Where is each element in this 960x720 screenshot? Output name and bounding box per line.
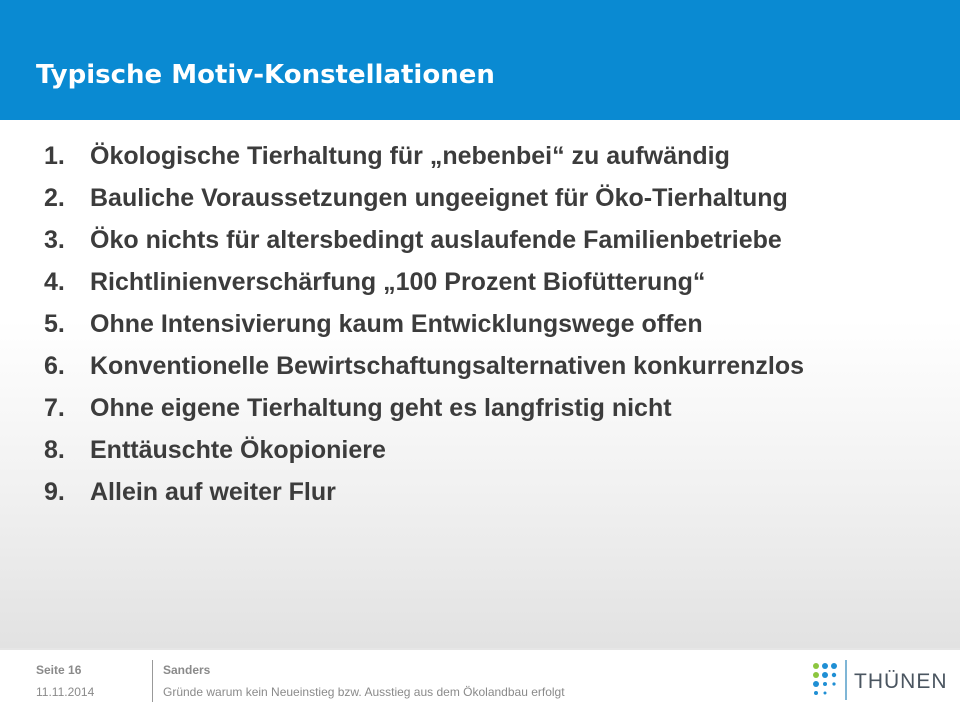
item-number: 6. — [44, 352, 65, 380]
item-text: Allein auf weiter Flur — [90, 478, 336, 506]
logo-separator — [845, 660, 847, 700]
item-number: 1. — [44, 142, 65, 170]
item-text: Bauliche Voraussetzungen ungeeignet für Öko-Tierhaltung — [90, 184, 788, 212]
logo-dots-icon — [812, 662, 842, 698]
item-text: Ökologische Tierhaltung für „nebenbei“ zu aufwändig — [90, 142, 730, 170]
list-item — [44, 476, 924, 508]
title-bar — [0, 0, 960, 120]
list-item — [44, 266, 924, 298]
item-text: Ohne Intensivierung kaum Entwicklungswege offen — [90, 310, 703, 338]
footer-author: Sanders — [163, 663, 211, 677]
item-number: 9. — [44, 478, 65, 506]
item-number: 7. — [44, 394, 65, 422]
list-item — [44, 308, 924, 340]
item-number: 5. — [44, 310, 65, 338]
item-number: 4. — [44, 268, 65, 296]
item-text: Ohne eigene Tierhaltung geht es langfristig nicht — [90, 394, 672, 422]
item-number: 2. — [44, 184, 65, 212]
thuenen-logo — [812, 660, 948, 702]
list-item — [44, 224, 924, 256]
list-item — [44, 350, 924, 382]
list-item — [44, 182, 924, 214]
footer-separator — [152, 660, 153, 702]
item-text: Konventionelle Bewirtschaftungsalternativen konkurrenzlos — [90, 352, 805, 380]
list-item — [44, 392, 924, 424]
item-text: Enttäuschte Ökopioniere — [90, 436, 386, 464]
footer-subject: Gründe warum kein Neueinstieg bzw. Ausstieg aus dem Ökolandbau erfolgt — [163, 685, 565, 699]
list-item — [44, 434, 924, 466]
list-item — [44, 140, 924, 172]
page-number: Seite 16 — [36, 663, 82, 677]
motive-list — [44, 140, 924, 518]
footer-divider-line — [0, 648, 960, 650]
item-number: 3. — [44, 226, 65, 254]
item-text: Richtlinienverschärfung „100 Prozent Biofütterung“ — [90, 268, 706, 296]
item-text: Öko nichts für altersbedingt auslaufende Familienbetriebe — [90, 226, 782, 254]
item-number: 8. — [44, 436, 65, 464]
footer-date: 11.11.2014 — [36, 685, 95, 699]
logo-text: THÜNEN — [854, 670, 948, 693]
slide-title: Typische Motiv-Konstellationen — [36, 60, 495, 90]
